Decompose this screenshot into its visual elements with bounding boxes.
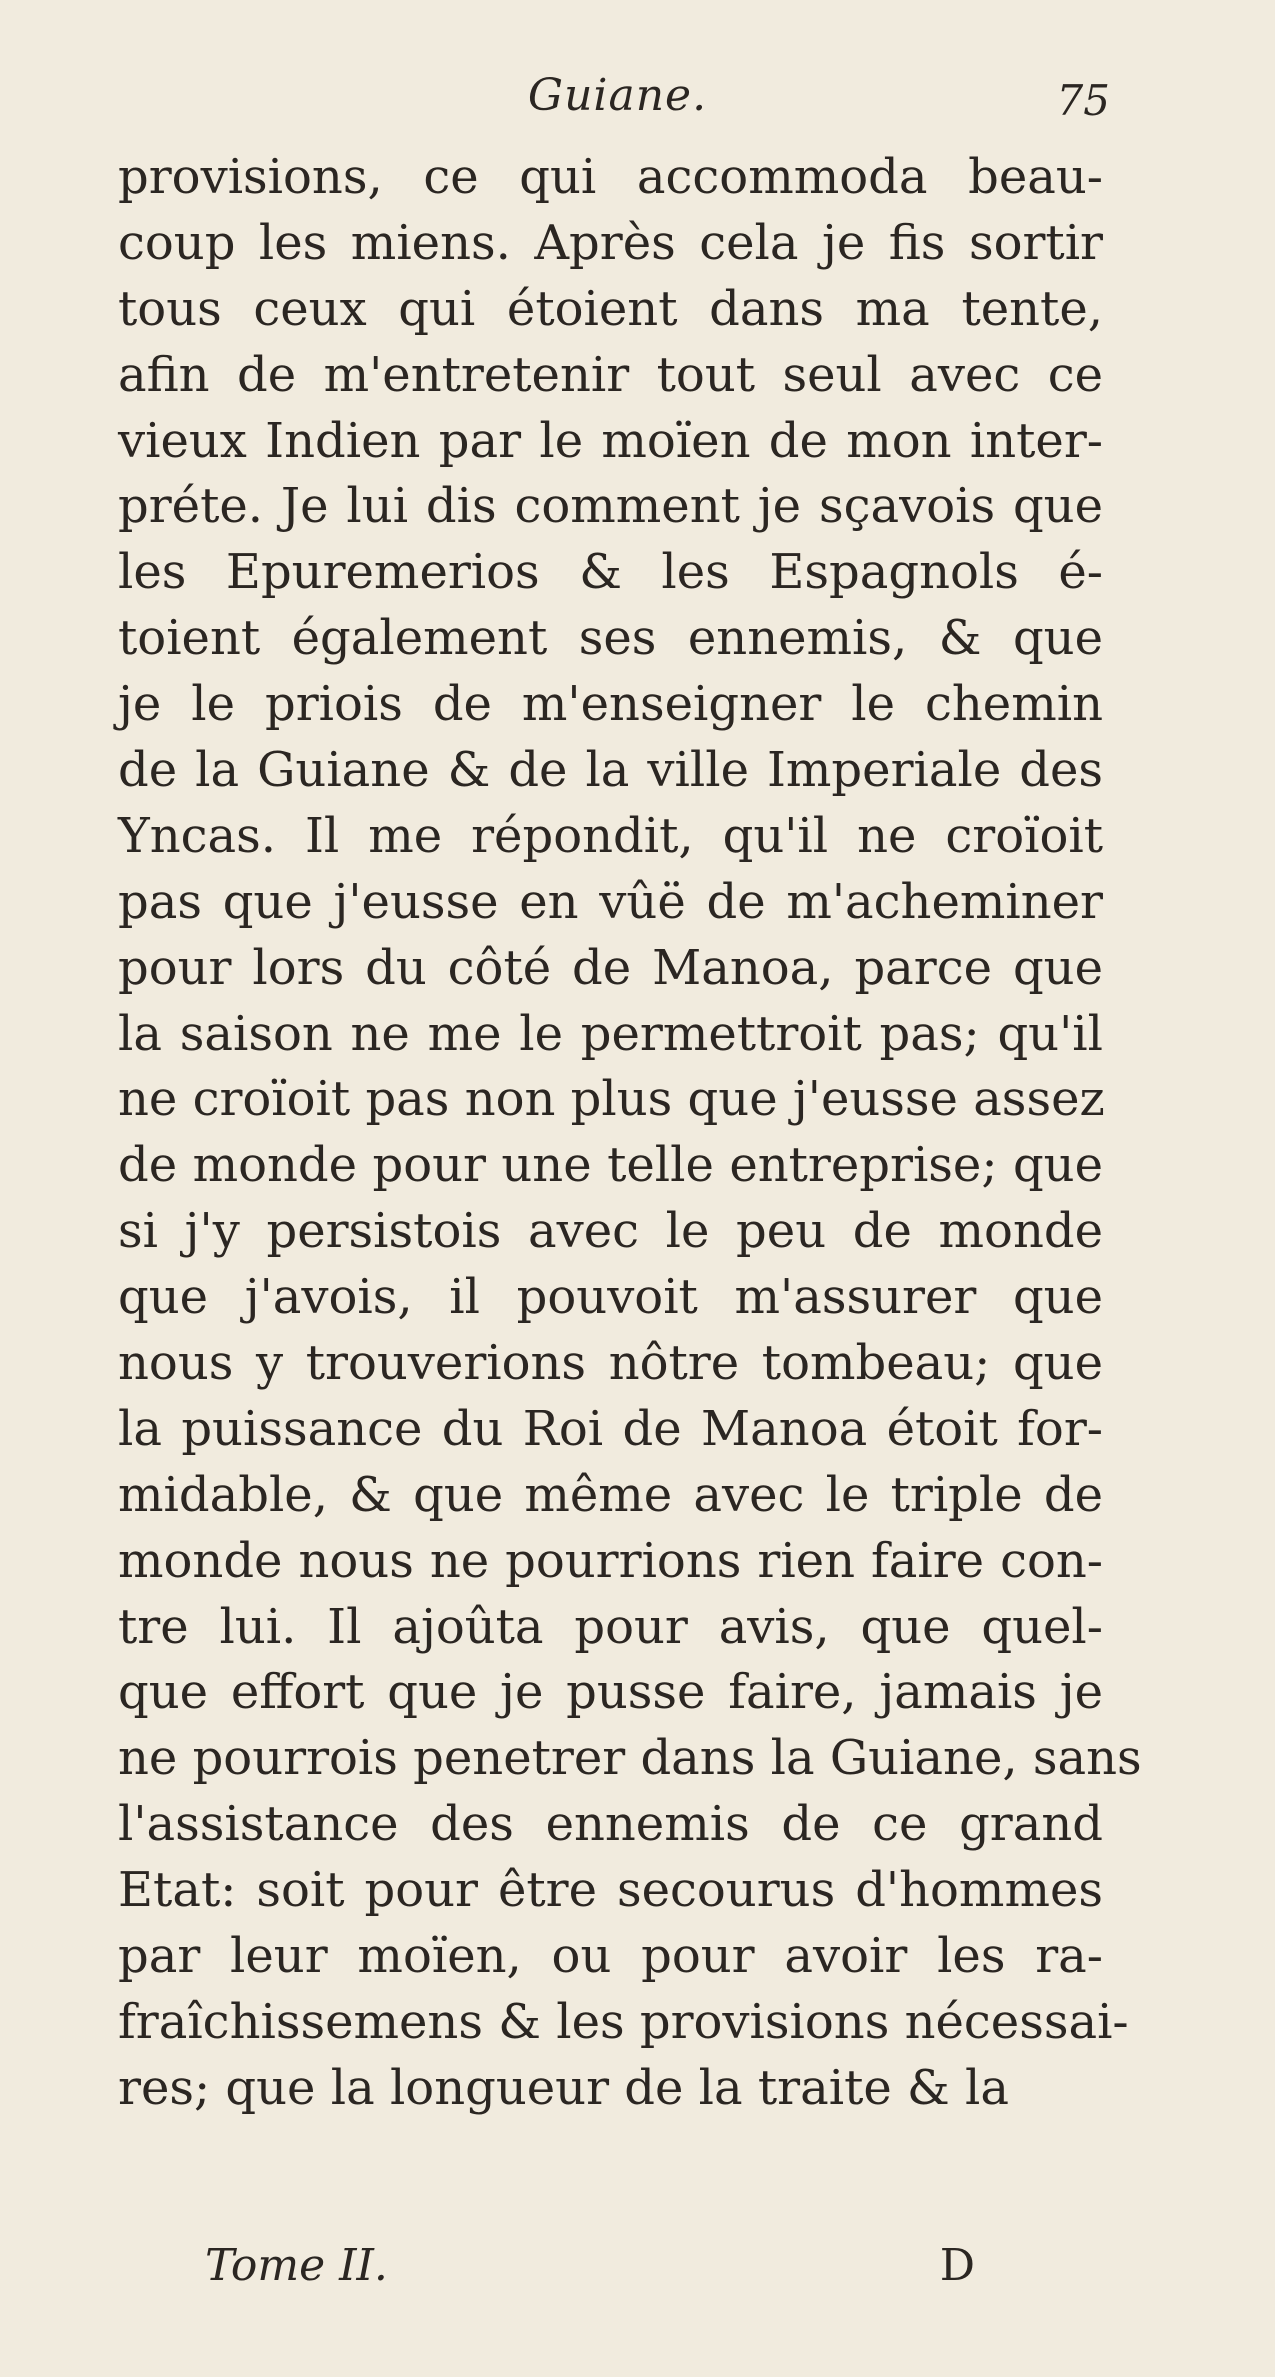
- text-line: Yncas. Il me répondit, qu'il ne croïoit: [118, 807, 1103, 864]
- text-line: ne croïoit pas non plus que j'eusse assez: [118, 1071, 1105, 1128]
- text-line: monde nous ne pourrions rien faire con-: [118, 1532, 1103, 1589]
- text-line: si j'y persistois avec le peu de monde: [118, 1203, 1103, 1260]
- text-line: fraîchissemens & les provisions nécessai-: [118, 1993, 1129, 2050]
- text-line: je le priois de m'enseigner le chemin: [118, 676, 1103, 733]
- text-line: toient également ses ennemis, & que: [118, 610, 1103, 667]
- page-header: [125, 70, 1110, 148]
- body-text: [118, 145, 1142, 2122]
- text-line: que effort que je pusse faire, jamais je: [118, 1664, 1103, 1721]
- text-line: de la Guiane & de la ville Imperiale des: [118, 742, 1103, 799]
- text-line: vieux Indien par le moïen de mon inter-: [118, 412, 1103, 469]
- text-line: tous ceux qui étoient dans ma tente,: [118, 280, 1103, 337]
- text-line: l'assistance des ennemis de ce grand: [118, 1796, 1103, 1853]
- text-line: pas que j'eusse en vûë de m'acheminer: [118, 873, 1103, 930]
- page-number: 75: [1056, 76, 1110, 125]
- text-line: que j'avois, il pouvoit m'assurer que: [118, 1269, 1103, 1326]
- text-line: les Epuremerios & les Espagnols é-: [118, 544, 1103, 601]
- signature-mark: D: [939, 2240, 975, 2291]
- text-line: afin de m'entretenir tout seul avec ce: [118, 346, 1103, 403]
- running-title: Guiane.: [527, 70, 708, 121]
- text-line: Etat: soit pour être secourus d'hommes: [118, 1862, 1103, 1919]
- text-line: provisions, ce qui accommoda beau-: [118, 149, 1103, 205]
- text-line: res; que la longueur de la traite & la: [118, 2059, 1009, 2116]
- text-line: coup les miens. Après cela je fis sortir: [118, 214, 1103, 271]
- tome-label: Tome II.: [205, 2240, 388, 2291]
- text-line: la puissance du Roi de Manoa étoit for-: [118, 1400, 1103, 1457]
- text-line: nous y trouverions nôtre tombeau; que: [118, 1335, 1103, 1392]
- text-line: par leur moïen, ou pour avoir les ra-: [118, 1928, 1103, 1985]
- text-line: préte. Je lui dis comment je sçavois que: [118, 478, 1103, 535]
- text-line: tre lui. Il ajoûta pour avis, que quel-: [118, 1598, 1103, 1655]
- text-line: de monde pour une telle entreprise; que: [118, 1137, 1103, 1194]
- text-line: la saison ne me le permettroit pas; qu'il: [118, 1005, 1103, 1062]
- text-line: midable, & que même avec le triple de: [118, 1466, 1103, 1523]
- text-line: pour lors du côté de Manoa, parce que: [118, 939, 1103, 996]
- text-line: ne pourrois penetrer dans la Guiane, sans: [118, 1730, 1142, 1787]
- page-footer: [205, 2240, 975, 2300]
